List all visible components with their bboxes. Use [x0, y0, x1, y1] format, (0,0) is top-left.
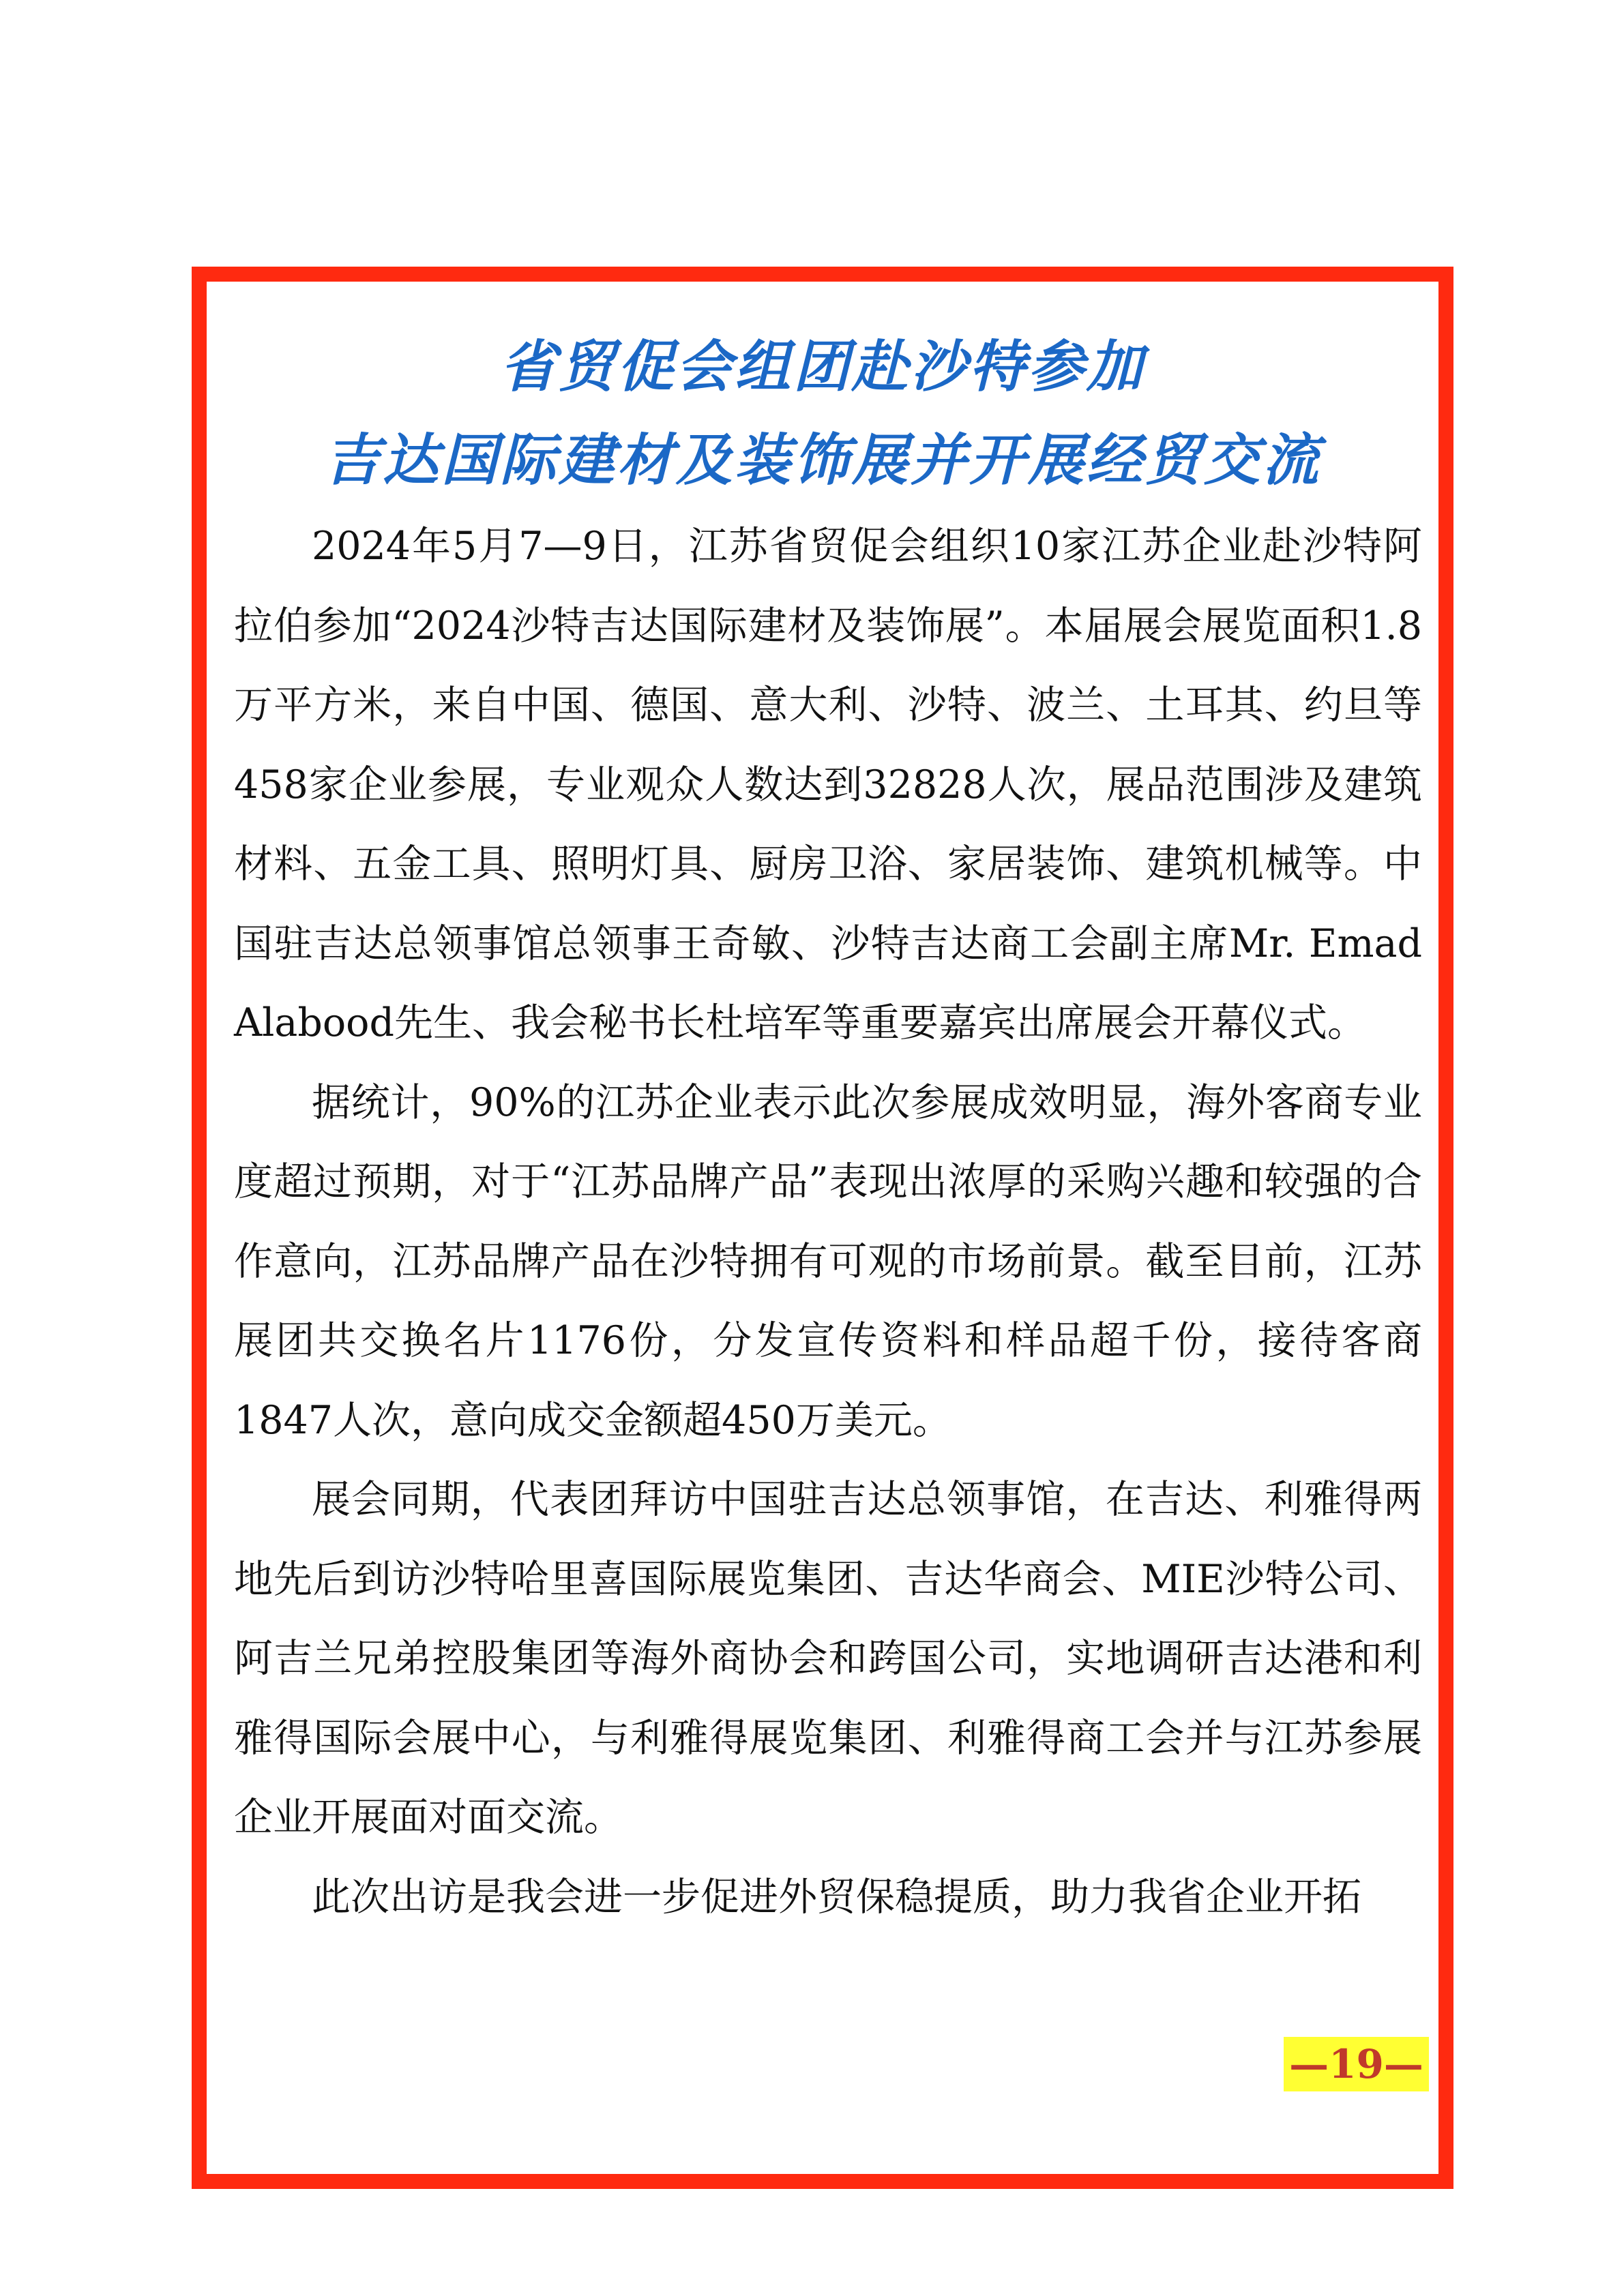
page-number: —19— [1284, 2037, 1429, 2091]
paragraph-1: 2024年5月7—9日，江苏省贸促会组织10家江苏企业赴沙特阿拉伯参加“2024沙特吉达国际建材及装饰展”。本届展会展览面积1.8万平方米，来自中国、德国、意大利、沙特、波兰、土耳其、约旦等458家企业参展，专业观众人数达到32828人次，展品范围涉及建筑材料、五金工具、照明灯具、厨房卫浴、家居装饰、建筑机械等。中国驻吉达总领事馆总领事王奇敏、沙特吉达商工会副主席Mr. Emad Alabood先生、我会秘书长杜培军等重要嘉宾出席展会开幕仪式。 [234, 524, 1422, 1045]
paragraph-4: 此次出访是我会进一步促进外贸保稳提质，助力我省企业开拓 [312, 1874, 1361, 1920]
article-title-line-2: 吉达国际建材及装饰展并开展经贸交流 [324, 428, 1321, 493]
paragraph-2: 据统计，90%的江苏企业表示此次参展成效明显，海外客商专业度超过预期，对于“江苏品牌产品”表现出浓厚的采购兴趣和较强的合作意向，江苏品牌产品在沙特拥有可观的市场前景。截至目前，江苏展团共交换名片1176份，分发宣传资料和样品超千份，接待客商1847人次，意向成交金额超450万美元。 [234, 1079, 1422, 1443]
page-frame [192, 267, 1453, 2189]
article-body [234, 507, 1422, 1937]
article-title-line-1: 省贸促会组团赴沙特参加 [500, 334, 1145, 400]
paragraph-3: 展会同期，代表团拜访中国驻吉达总领事馆，在吉达、利雅得两地先后到访沙特哈里喜国际展览集团、吉达华商会、MIE沙特公司、阿吉兰兄弟控股集团等海外商协会和跨国公司，实地调研吉达港和利雅得国际会展中心，与利雅得展览集团、利雅得商工会并与江苏参展企业开展面对面交流。 [234, 1477, 1422, 1840]
